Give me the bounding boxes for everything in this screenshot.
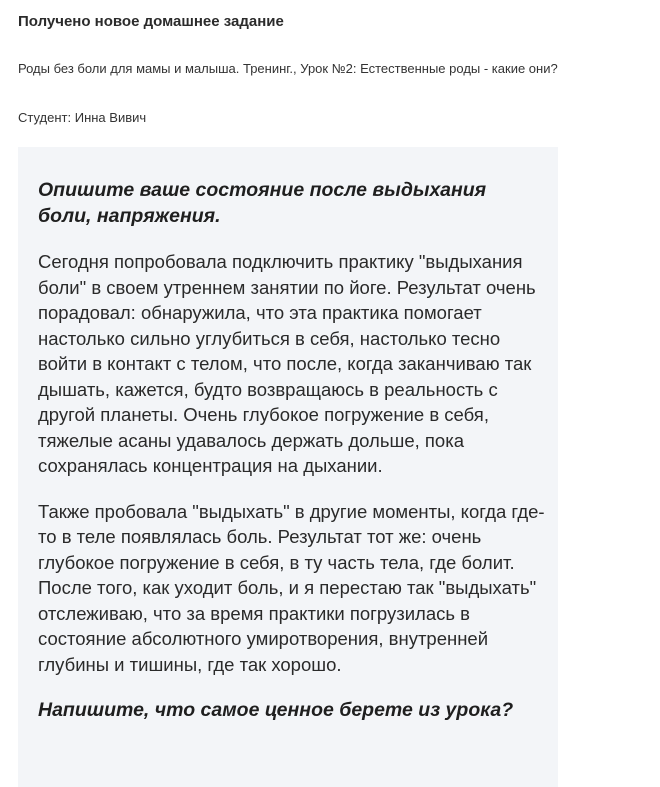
homework-card [18,147,558,787]
homework-answer-paragraph-2: Также пробовала "выдыхать" в другие моменты, когда где-то в теле появлялась боль. Результат тот же: очень глубокое погружение в себя, в ту часть тела, где болит. После того, как уходит боль, и я перестаю так "выдыхать" отслеживаю, что за время практики погрузилась в состояние абсолютного умиротворения, внутренней глубины и тишины, где так хорошо. [38,500,545,675]
student-info: Студент: Инна Вивич [18,110,147,125]
lesson-info: Роды без боли для мамы и малыша. Тренинг., Урок №2: Естественные роды - какие они? [18,61,558,76]
notification-title: Получено новое домашнее задание [18,13,284,30]
homework-question-1: Опишите ваше состояние после выдыхания боли, напряжения. [38,179,487,227]
homework-answer-paragraph-1: Сегодня попробовала подключить практику "выдыхания боли" в своем утреннем занятии по йоге. Результат очень порадовал: обнаружила, что эта практика помогает настолько сильно углубиться в себя, настолько тесно войти в контакт с телом, что после, когда заканчиваю так дышать, кажется, будто возвращаюсь в реальность с другой планеты. Очень глубокое погружение в себя, тяжелые асаны удавалось держать дольше, пока сохранялась концентрация на дыхании. [38,251,536,476]
homework-question-2: Напишите, что самое ценное берете из урока? [38,699,514,721]
